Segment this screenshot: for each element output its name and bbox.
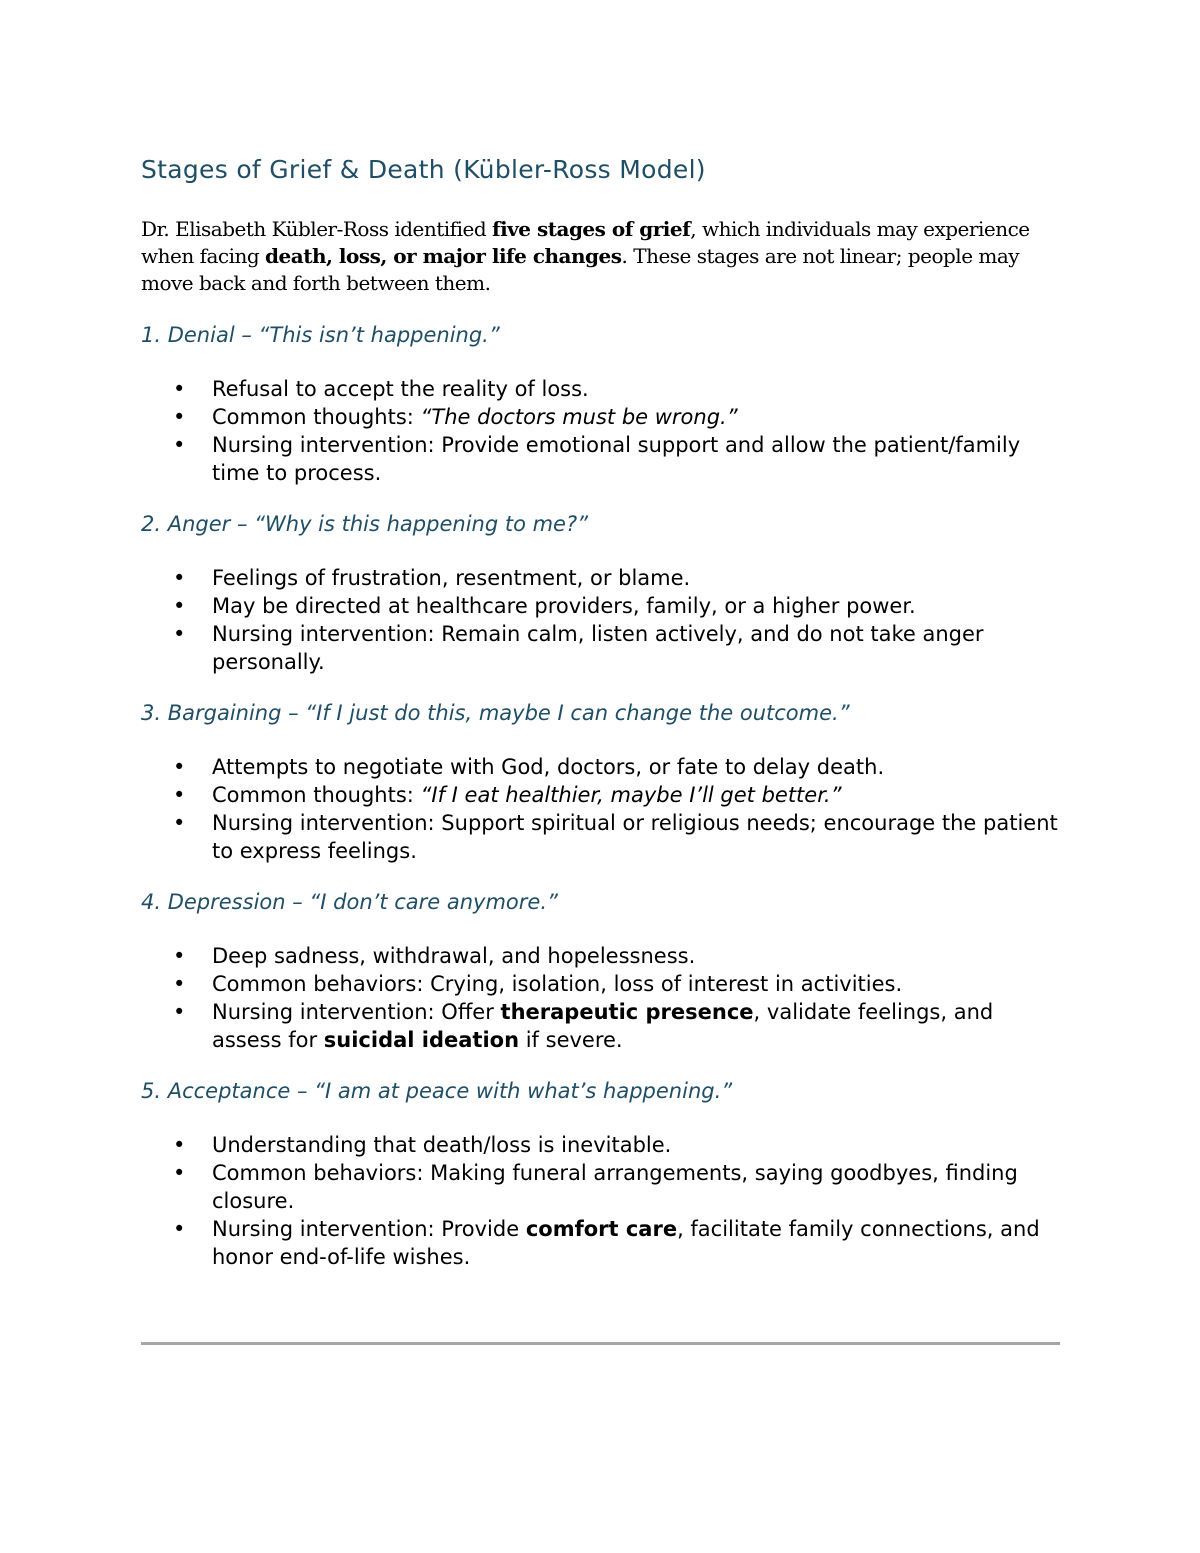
bullet-text: Attempts to negotiate with God, doctors, or fate to delay death. [212,755,885,779]
intro-bold: death, loss, or major life changes [265,244,622,268]
stage-bullet-list [141,375,1061,487]
bullet-bold: suicidal ideation [323,1028,520,1052]
list-item [141,620,1061,676]
bullet-icon: • [173,594,186,618]
intro-bold: five stages of grief [491,217,691,241]
list-item [141,403,1061,431]
bullet-icon: • [173,622,186,646]
list-item [141,781,1061,809]
list-item [141,970,1061,998]
bullet-text: Nursing intervention: Offer [212,1000,501,1024]
bullet-icon: • [173,783,186,807]
bullet-quote: “If I eat healthier, maybe I’ll get better.” [420,783,842,807]
bullet-text: Common thoughts: [212,783,421,807]
bullet-icon: • [173,433,186,457]
intro-text: , which individuals may experience when facing [141,217,1030,268]
bullet-text: if severe. [519,1028,623,1052]
stage-bullet-list [141,564,1061,676]
stage-heading-anger: 2. Anger – “Why is this happening to me?” [141,512,588,536]
bullet-text: Nursing intervention: Provide emotional support and allow the patient/family time to process. [212,433,1021,485]
bullet-icon: • [173,405,186,429]
list-item [141,942,1061,970]
bullet-text: Refusal to accept the reality of loss. [212,377,589,401]
stage-heading-acceptance: 5. Acceptance – “I am at peace with what’s happening.” [141,1079,733,1103]
bullet-icon: • [173,811,186,835]
bullet-icon: • [173,944,186,968]
bullet-text: Feelings of frustration, resentment, or blame. [212,566,691,590]
horizontal-divider [141,1342,1060,1345]
bullet-text: Nursing intervention: Remain calm, listen actively, and do not take anger personally. [212,622,984,674]
intro-paragraph [141,216,1061,297]
list-item [141,753,1061,781]
bullet-icon: • [173,1161,186,1185]
bullet-icon: • [173,1217,186,1241]
bullet-icon: • [173,755,186,779]
document-page [141,155,1061,1296]
bullet-icon: • [173,972,186,996]
list-item [141,564,1061,592]
bullet-text: Deep sadness, withdrawal, and hopelessness. [212,944,696,968]
list-item [141,592,1061,620]
bullet-text: , facilitate family connections, and honor end-of-life wishes. [212,1217,1040,1269]
bullet-text: Common behaviors: Crying, isolation, loss of interest in activities. [212,972,903,996]
list-item [141,1159,1061,1215]
bullet-icon: • [173,1000,186,1024]
list-item [141,809,1061,865]
bullet-bold: comfort care [525,1217,678,1241]
list-item [141,1131,1061,1159]
bullet-text: Common behaviors: Making funeral arrangements, saying goodbyes, finding closure. [212,1161,1018,1213]
bullet-icon: • [173,566,186,590]
bullet-text: Nursing intervention: Support spiritual or religious needs; encourage the patient to express feelings. [212,811,1058,863]
stage-bullet-list [141,753,1061,865]
list-item [141,375,1061,403]
list-item [141,431,1061,487]
bullet-bold: therapeutic presence [500,1000,754,1024]
stage-heading-denial: 1. Denial – “This isn’t happening.” [141,323,500,347]
bullet-text: Common thoughts: [212,405,421,429]
bullet-quote: “The doctors must be wrong.” [420,405,738,429]
stage-heading-depression: 4. Depression – “I don’t care anymore.” [141,890,558,914]
stage-bullet-list [141,942,1061,1054]
bullet-text: Nursing intervention: Provide [212,1217,526,1241]
bullet-text: May be directed at healthcare providers, family, or a higher power. [212,594,916,618]
intro-text: Dr. Elisabeth Kübler-Ross identified [141,217,492,241]
stage-heading-bargaining: 3. Bargaining – “If I just do this, maybe I can change the outcome.” [141,701,850,725]
page-title: Stages of Grief & Death (Kübler-Ross Model) [141,155,706,184]
stage-bullet-list [141,1131,1061,1271]
list-item [141,998,1061,1054]
bullet-icon: • [173,1133,186,1157]
bullet-icon: • [173,377,186,401]
list-item [141,1215,1061,1271]
bullet-text: , validate feelings, and assess for [212,1000,994,1052]
bullet-text: Understanding that death/loss is inevitable. [212,1133,672,1157]
intro-text: . These stages are not linear; people may move back and forth between them. [141,244,1020,295]
